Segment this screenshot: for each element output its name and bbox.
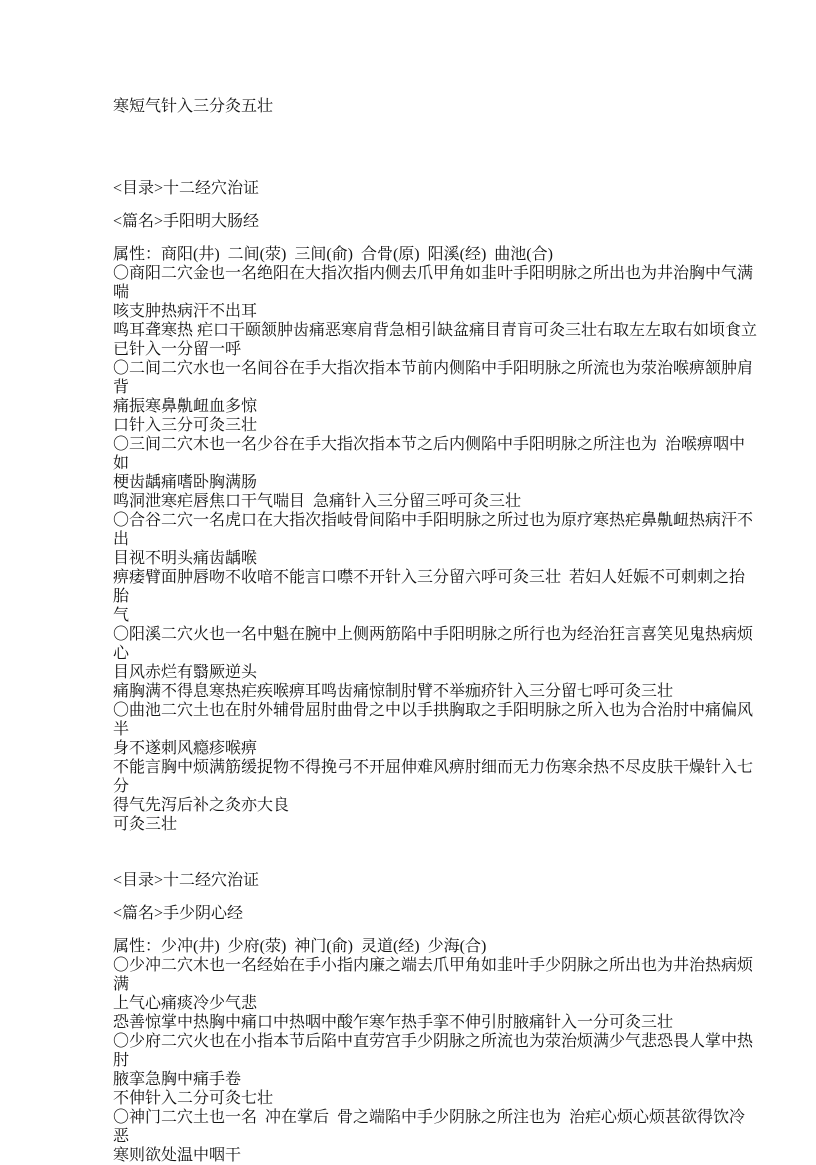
text-line: 梗齿龋痛嗜卧胸满肠	[113, 474, 258, 491]
text-line: 咳支肿热病汗不出耳	[113, 303, 258, 320]
text-line: 〇神门二穴土也一名 冲在掌后 骨之端陷中手少阴脉之所注也为 治疟心烦心烦甚欲得饮冷恶	[113, 1109, 746, 1145]
text-line: 〇曲池二穴土也在肘外辅骨屈肘曲骨之中以手拱胸取之手阳明脉之所入也为合治肘中痛偏风半	[113, 702, 754, 738]
text-line-continuation: 寒短气针入三分灸五壮	[113, 98, 274, 115]
text-line: 可灸三壮	[113, 816, 178, 833]
text-line: 已针入一分留一呼	[113, 341, 242, 358]
text-line: 痹痿臂面肿唇吻不收喑不能言口噤不开针入三分留六呼可灸三壮 若妇人妊娠不可刺刺之抬胎	[113, 569, 746, 605]
attribute-line: 属性：商阳(井) 二间(荥) 三间(俞) 合骨(原) 阳溪(经) 曲池(合)	[113, 246, 553, 263]
attribute-line: 属性：少冲(井) 少府(荥) 神门(俞) 灵道(经) 少海(合)	[113, 938, 487, 955]
text-line: 目风赤烂有翳厥逆头	[113, 664, 258, 681]
text-line: 目视不明头痛齿龋喉	[113, 550, 258, 567]
section-title: <篇名>手阳明大肠经	[113, 213, 260, 230]
section-hand-yangming-large-intestine	[113, 179, 760, 834]
text-line: 〇合谷二穴一名虎口在大指次指岐骨间陷中手阳明脉之所过也为原疗寒热疟鼻鼽衄热病汗不出	[113, 512, 754, 548]
text-line: 〇少府二穴火也在小指本节后陷中直劳宫手少阴脉之所流也为荥治烦满少气悲恐畏人掌中热肘	[113, 1033, 754, 1069]
text-line: 气	[113, 607, 130, 624]
text-line: 〇阳溪二穴火也一名中魁在腕中上侧两筋陷中手阳明脉之所行也为经治狂言喜笑见鬼热病烦心	[113, 626, 754, 662]
text-line: 鸣洞泄寒疟唇焦口干气喘目 急痛针入三分留三呼可灸三壮	[113, 493, 522, 510]
text-line: 恐善惊掌中热胸中痛口中热咽中酸乍寒乍热手挛不伸引肘腋痛针入一分可灸三壮	[113, 1014, 674, 1031]
text-line: 不能言胸中烦满筋缓捉物不得挽弓不开屈伸难风痹肘细而无力伤寒余热不尽皮肤干燥针入七分	[113, 759, 754, 795]
text-line: 寒则欲处温中咽干	[113, 1147, 242, 1164]
text-line: 〇三间二穴木也一名少谷在手大指次指本节之后内侧陷中手阳明脉之所注也为 治喉痹咽中如	[113, 436, 746, 472]
toc-heading: <目录>十二经穴治证	[113, 180, 260, 197]
text-line: 上气心痛痰冷少气悲	[113, 995, 258, 1012]
text-line: 〇二间二穴水也一名间谷在手大指次指本节前内侧陷中手阳明脉之所流也为荥治喉痹颔肿肩背	[113, 360, 754, 396]
text-line: 不伸针入二分可灸七壮	[113, 1090, 274, 1107]
toc-heading: <目录>十二经穴治证	[113, 872, 260, 889]
text-line: 鸣耳聋寒热 疟口干颐颔肿齿痛恶寒肩背急相引缺盆痛目青肓可灸三壮右取左左取右如顷食立	[113, 322, 758, 339]
section-title: <篇名>手少阴心经	[113, 905, 244, 922]
text-line: 痛振寒鼻鼽衄血多惊	[113, 398, 258, 415]
section-hand-shaoyin-heart	[113, 871, 760, 1165]
text-line: 口针入三分可灸三壮	[113, 417, 258, 434]
text-line: 腋挛急胸中痛手卷	[113, 1071, 242, 1088]
text-line: 身不遂刺风瘾疹喉痹	[113, 740, 258, 757]
text-line: 得气先泻后补之灸亦大良	[113, 797, 290, 814]
text-line: 痛胸满不得息寒热疟疾喉痹耳鸣齿痛惊制肘臂不举痂疥针入三分留七呼可灸三壮	[113, 683, 674, 700]
text-line: 〇少冲二穴木也一名经始在手小指内廉之端去爪甲角如韭叶手少阴脉之所出也为井治热病烦满	[113, 957, 754, 993]
text-line: 〇商阳二穴金也一名绝阳在大指次指内侧去爪甲角如韭叶手阳明脉之所出也为井治胸中气满喘	[113, 265, 754, 301]
